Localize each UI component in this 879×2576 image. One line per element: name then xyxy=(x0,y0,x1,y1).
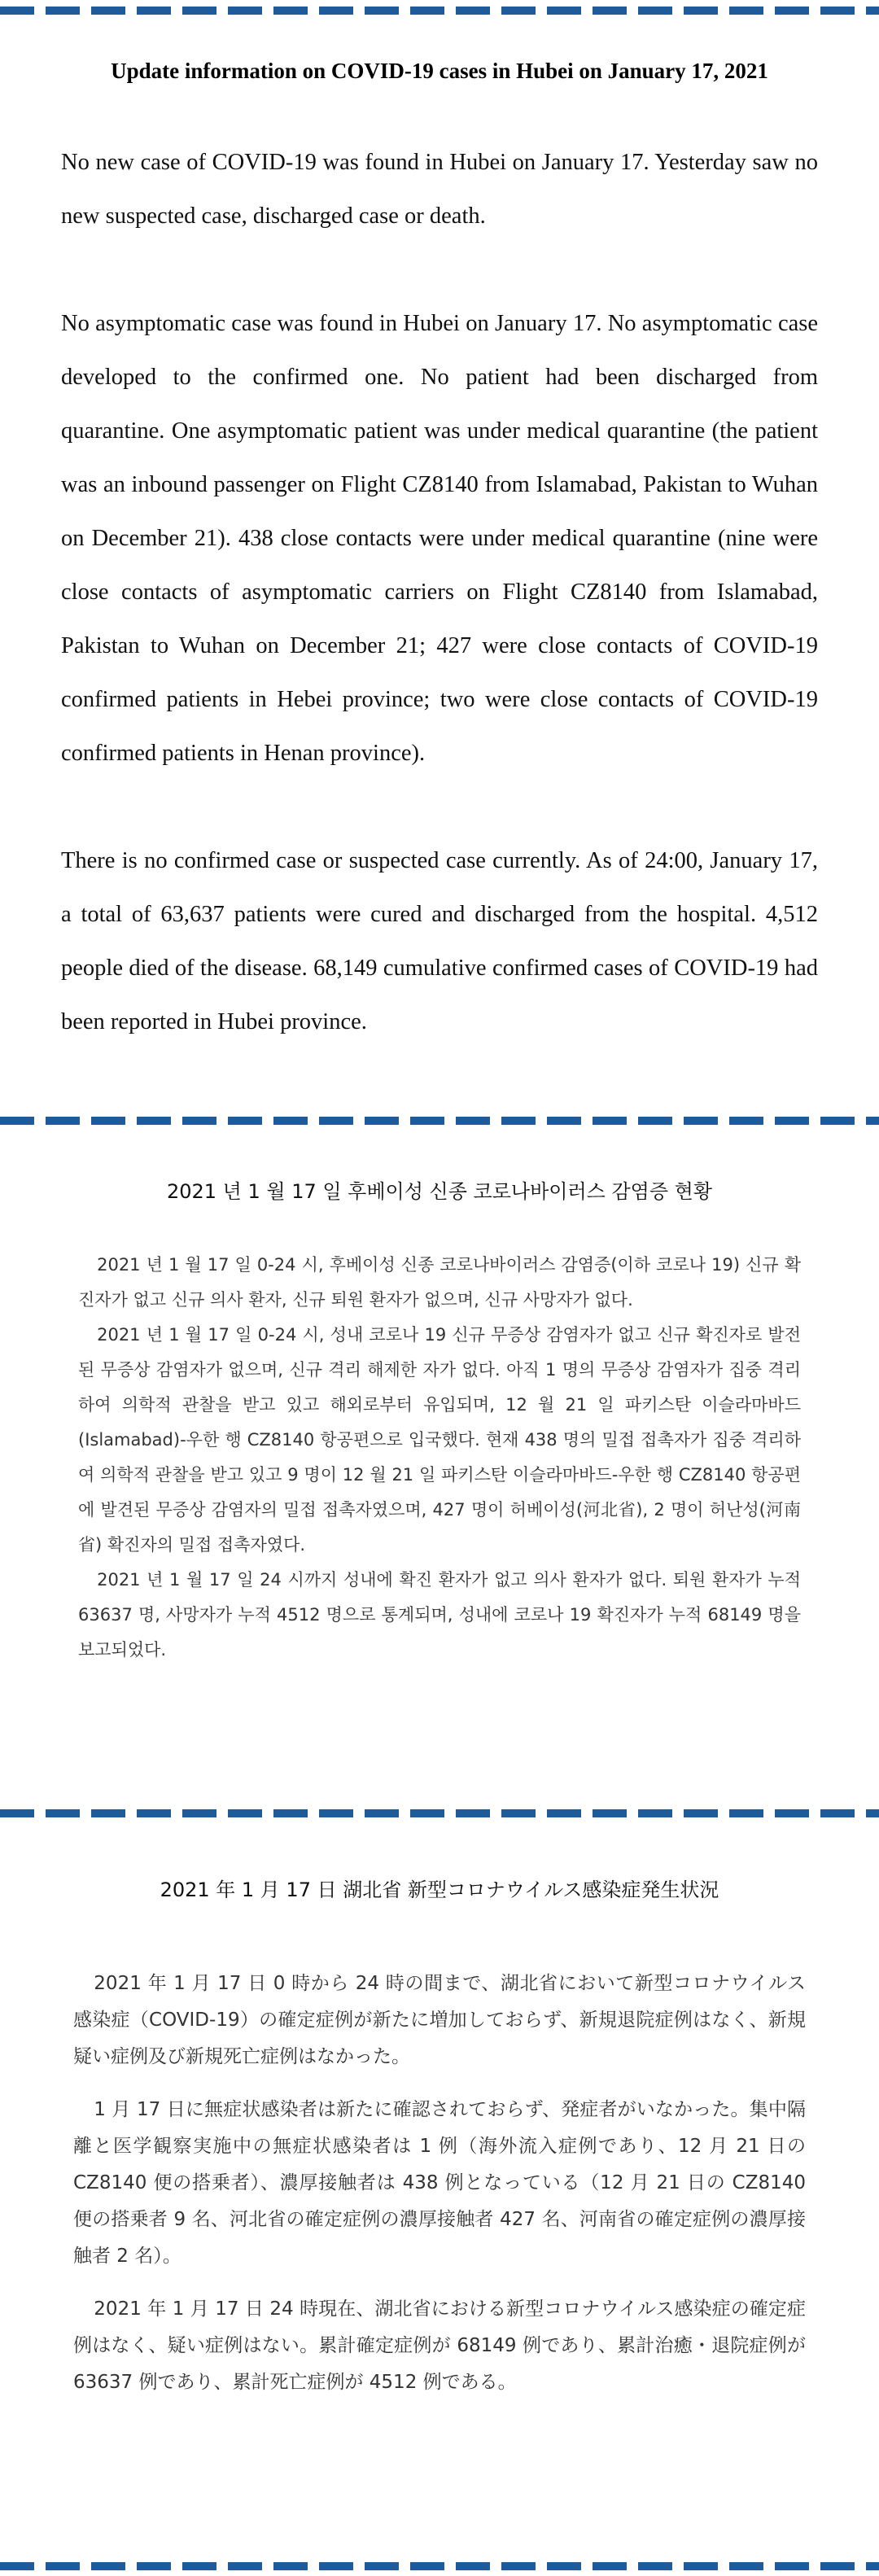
korean-title: 2021 년 1 월 17 일 후베이성 신종 코로나바이러스 감염증 현황 xyxy=(166,1180,713,1203)
korean-paragraph-2: 2021 년 1 월 17 일 0-24 시, 성내 코로나 19 신규 무증상 감염자가 없고 신규 확진자로 발전된 무증상 감염자가 없으며, 신규 격리 해제한 자가 없다. 아직 1 명의 무증상 감염자가 집중 격리하여 의학적 관찰을 받고 있고 해외로부터 유입되며, 12 월 21 일 파키스탄 이슬라마바드(Islamabad)-우한 행 CZ8140 항공편으로 입국했다. 현재 438 명의 밀접 접촉자가 집중 격리하여 의학적 관찰을 받고 있고 9 명이 12 월 21 일 파키스탄 이슬라마바드-우한 행 CZ8140 항공편에 발견된 무증상 감염자의 밀접 접촉자였으며, 427 명이 허베이성(河北省), 2 명이 허난성(河南省) 확진자의 밀접 접촉자였다. xyxy=(78,1325,801,1555)
japanese-paragraph-3: 2021 年 1 月 17 日 24 時現在、湖北省における新型コロナウイルス感染症の確定症例はなく、疑い症例はない。累計確定症例が 68149 例であり、累計治癒・退院症例が 63637 例であり、累計死亡症例が 4512 例である。 xyxy=(73,2298,806,2393)
english-paragraph-2: No asymptomatic case was found in Hubei on January 17. No asymptomatic case developed to the confirmed one. No patient had been discharged from quarantine. One asymptomatic patient was under medical quarantine (the patient was an inbound passenger on Flight CZ8140 from Islamabad, Pakistan to Wuhan on December 21). 438 close contacts were under medical quarantine (nine were close contacts of asymptomatic carriers on Flight CZ8140 from Islamabad, Pakistan to Wuhan on December 21; 427 were close contacts of COVID-19 confirmed patients in Hebei province; two were close contacts of COVID-19 confirmed patients in Henan province). xyxy=(61,311,818,766)
japanese-section xyxy=(0,1874,879,2401)
section-divider-1 xyxy=(0,1117,879,1125)
english-section xyxy=(0,59,879,1049)
english-title: Update information on COVID-19 cases in Hubei on January 17, 2021 xyxy=(111,59,768,83)
bottom-divider xyxy=(0,2562,879,2570)
top-divider xyxy=(0,7,879,15)
japanese-paragraph-1: 2021 年 1 月 17 日 0 時から 24 時の間まで、湖北省において新型コロナウイルス感染症（COVID-19）の確定症例が新たに増加しておらず、新規退院症例はなく、新規疑い症例及び新規死亡症例はなかった。 xyxy=(73,1973,806,2067)
korean-section xyxy=(0,1175,879,1668)
korean-paragraph-1: 2021 년 1 월 17 일 0-24 시, 후베이성 신종 코로나바이러스 감염증(이하 코로나 19) 신규 확진자가 없고 신규 의사 환자, 신규 퇴원 환자가 없으며, 신규 사망자가 없다. xyxy=(78,1255,801,1310)
english-paragraph-1: No new case of COVID-19 was found in Hubei on January 17. Yesterday saw no new suspected case, discharged case or death. xyxy=(61,150,818,229)
english-paragraph-3: There is no confirmed case or suspected case currently. As of 24:00, January 17, a total of 63,637 patients were cured and discharged from the hospital. 4,512 people died of the disease. 68,149 cumulative confirmed cases of COVID-19 had been reported in Hubei province. xyxy=(61,848,818,1034)
japanese-title: 2021 年 1 月 17 日 湖北省 新型コロナウイルス感染症発生状況 xyxy=(160,1878,719,1901)
japanese-paragraph-2: 1 月 17 日に無症状感染者は新たに確認されておらず、発症者がいなかった。集中隔離と医学観察実施中の無症状感染者は 1 例（海外流入症例であり、12 月 21 日の CZ8140 便の搭乗者）、濃厚接触者は 438 例となっている（12 月 21 日の CZ8140 便の搭乗者 9 名、河北省の確定症例の濃厚接触者 427 名、河南省の確定症例の濃厚接触者 2 名）。 xyxy=(73,2099,806,2267)
korean-paragraph-3: 2021 년 1 월 17 일 24 시까지 성내에 확진 환자가 없고 의사 환자가 없다. 퇴원 환자가 누적 63637 명, 사망자가 누적 4512 명으로 통계되며, 성내에 코로나 19 확진자가 누적 68149 명을 보고되었다. xyxy=(78,1570,801,1660)
section-divider-2 xyxy=(0,1809,879,1817)
